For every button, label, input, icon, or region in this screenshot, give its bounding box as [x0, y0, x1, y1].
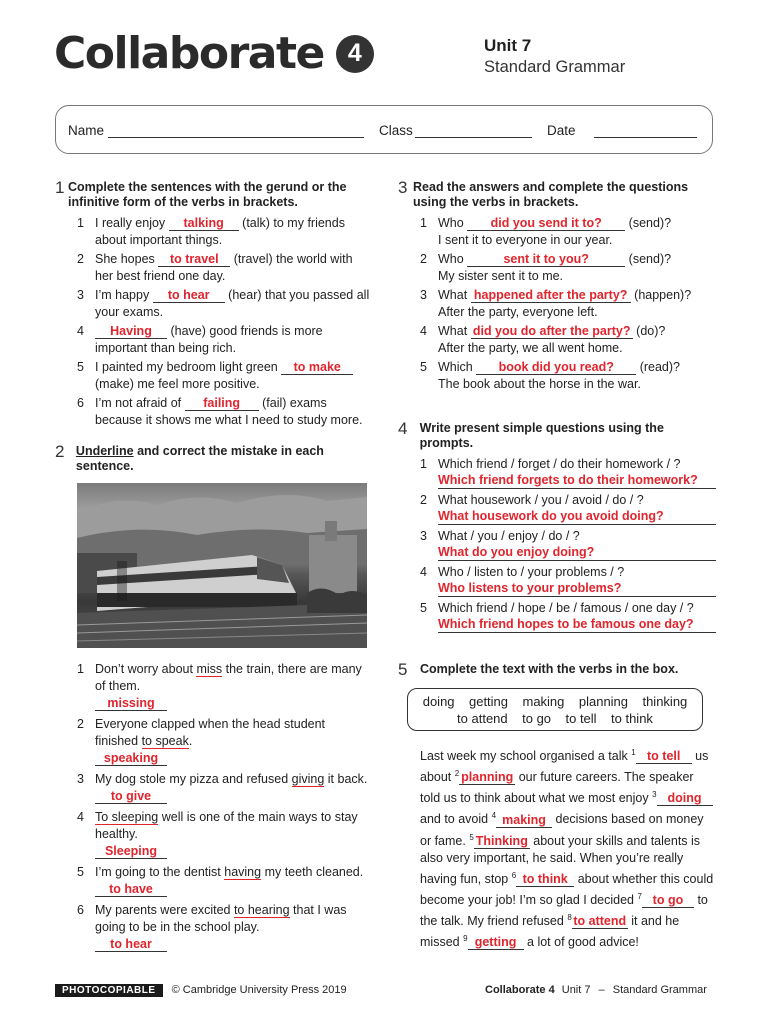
mistake: giving: [291, 772, 325, 786]
exercise-3: [398, 180, 716, 393]
exercise-instruction: Write present simple questions using the prompts.: [419, 421, 664, 450]
list-item: 3 What / you / enjoy / do / ? What do you enjoy doing?: [420, 528, 716, 564]
footer-right: [485, 984, 707, 996]
list-item: 2 She hopes to travel (travel) the world with her best friend one day.: [77, 252, 353, 283]
level-number-badge: 4: [336, 35, 374, 73]
exercise-number: 3: [398, 178, 408, 197]
reply: My sister sent it to me.: [438, 269, 564, 283]
answer: to tell: [636, 749, 692, 764]
prompt: What / you / enjoy / do / ?: [438, 529, 580, 543]
list-item: 3 I’m happy to hear (hear) that you passed all your exams.: [77, 288, 370, 319]
unit-heading: [484, 36, 625, 77]
list-item: 5 Which friend / hope / be / famous / one day / ? Which friend hopes to be famous one day?: [420, 600, 716, 633]
prompt: Which friend / hope / be / famous / one day / ?: [438, 601, 694, 615]
word-box-row-2: to attend to go to tell to think: [457, 711, 653, 726]
footer-type: Standard Grammar: [612, 984, 707, 996]
exercise-1: [55, 180, 370, 429]
mistake: miss: [196, 662, 223, 676]
answer: to give: [95, 789, 167, 804]
footer-book: Collaborate 4: [485, 984, 555, 996]
logo-text: Collaborate: [54, 28, 324, 79]
answer: to hear: [153, 288, 225, 303]
list-item: 2 Everyone clapped when the head student finished to speak. speaking: [77, 717, 326, 765]
reply: I sent it to everyone in our year.: [438, 233, 613, 247]
photocopiable-badge: PHOTOCOPIABLE: [55, 984, 163, 997]
exercise-instruction: Read the answers and complete the questions using the verbs in brackets.: [413, 180, 689, 209]
answer: sent it to you?: [467, 252, 625, 267]
answer: missing: [95, 696, 167, 711]
answer: to make: [281, 360, 353, 375]
word-box: [407, 688, 703, 731]
exercise-2: [55, 444, 370, 953]
answer: happened after the party?: [471, 288, 631, 303]
mistake: To sleeping: [95, 810, 159, 824]
gap-fill-text: Last week my school organised a talk $^1$ to tell us about $^2$ planning our future careers. The speaker told us to think about what we most enjoy $^3$ doing and to avoid $^4$ making decisions based on money or fame. $^5$ Thinking about your skills and talents is also very important, he said. When you’re really having fun, stop $^6$ to think about whether this could become your job! I’m so glad I decided $^7$ to go to the talk. My friend refused $^8$ to attend it and he missed $^9$ getting a lot of good advice!: [420, 748, 714, 950]
footer-unit: Unit 7: [561, 984, 591, 996]
answer: speaking: [95, 751, 167, 766]
list-item: 6 My parents were excited to hearing that I was going to be in the school play. to hear: [77, 903, 347, 951]
answer: What housework do you avoid doing?: [438, 509, 716, 525]
answer: talking: [169, 216, 239, 231]
exercise-4: [398, 421, 716, 633]
list-item: 5 Which book did you read? (read)? The book about the horse in the war.: [420, 360, 680, 391]
list-item: 2 What housework / you / avoid / do / ? What housework do you avoid doing?: [420, 492, 716, 528]
answer: to have: [95, 882, 167, 897]
exercise-5: [398, 662, 716, 682]
answer: getting: [468, 935, 524, 950]
answer: making: [496, 813, 552, 828]
train-photo: [77, 483, 367, 648]
list-item: 1 Don’t worry about miss the train, there are many of them. missing: [77, 662, 362, 710]
exercise-instruction: Complete the sentences with the gerund or the infinitive form of the verbs in brackets.: [67, 180, 347, 209]
exercise-instruction: Complete the text with the verbs in the box.: [420, 662, 679, 676]
answer: to go: [642, 893, 694, 908]
answer: What do you enjoy doing?: [438, 545, 716, 561]
list-item: 1 Who did you send it to? (send)? I sent it to everyone in our year.: [420, 216, 672, 247]
list-item: 5 I’m going to the dentist having my teeth cleaned. to have: [77, 865, 364, 896]
answer: book did you read?: [476, 360, 636, 375]
answer: Which friend forgets to do their homework?: [438, 473, 716, 489]
collaborate-logo: [54, 28, 374, 79]
unit-subtitle: Standard Grammar: [484, 58, 626, 76]
answer: to think: [516, 872, 574, 887]
answer: Thinking: [475, 833, 528, 848]
copyright: © Cambridge University Press 2019: [171, 984, 347, 996]
list-item: 3 What happened after the party? (happen)? After the party, everyone left.: [420, 288, 692, 319]
prompt: What housework / you / avoid / do / ?: [438, 493, 644, 507]
reply: The book about the horse in the war.: [438, 377, 641, 391]
reply: After the party, we all went home.: [438, 341, 623, 355]
list-item: 1 I really enjoy talking (talk) to my friends about important things.: [77, 216, 345, 247]
list-item: 5 I painted my bedroom light green to make (make) me feel more positive.: [77, 359, 370, 393]
answer: Who listens to your problems?: [438, 581, 716, 597]
list-item: 4 Having (have) good friends is more important than being rich.: [77, 324, 323, 355]
list-item: 1 Which friend / forget / do their homework / ? Which friend forgets to do their homework?: [420, 456, 716, 492]
prompt: Which friend / forget / do their homework / ?: [438, 457, 681, 471]
exercise-instruction: Underline and correct the mistake in each sentence.: [75, 444, 324, 473]
answer: Which friend hopes to be famous one day?: [438, 617, 716, 633]
list-item: 4 To sleeping well is one of the main ways to stay healthy. Sleeping: [77, 810, 358, 858]
list-item: 3 My dog stole my pizza and refused giving it back. to give: [77, 772, 368, 803]
unit-title: Unit 7: [484, 36, 532, 55]
answer: failing: [185, 396, 259, 411]
answer: did you send it to?: [467, 216, 625, 231]
list-item: 4 Who / listen to / your problems / ? Who listens to your problems?: [420, 564, 716, 600]
reply: After the party, everyone left.: [438, 305, 598, 319]
mistake: to speak: [141, 734, 189, 748]
mistake: to hearing: [233, 903, 290, 917]
answer: planning: [461, 770, 514, 785]
footer-left: [55, 984, 347, 996]
list-item: 2 Who sent it to you? (send)? My sister sent it to me.: [420, 252, 672, 283]
date-field[interactable]: [594, 137, 697, 138]
name-label: Name: [68, 123, 105, 138]
list-item: 4 What did you do after the party? (do)? After the party, we all went home.: [420, 324, 666, 355]
answer: did you do after the party?: [471, 324, 633, 339]
answer: to attend: [573, 914, 627, 929]
answer: to travel: [158, 252, 230, 267]
footer-separator: –: [598, 984, 605, 996]
exercise-number: 2: [55, 442, 65, 461]
exercise-number: 1: [55, 178, 65, 197]
name-field[interactable]: [108, 137, 364, 138]
word-box-row-1: doing getting making planning thinking: [422, 694, 688, 709]
date-label: Date: [547, 123, 576, 138]
class-label: Class: [379, 123, 413, 138]
answer: doing: [657, 791, 713, 806]
answer: Having: [95, 324, 167, 339]
exercise-number: 5: [398, 660, 408, 679]
mistake: having: [224, 865, 262, 879]
answer: to hear: [95, 937, 167, 952]
student-info-box: [55, 105, 713, 154]
list-item: 6 I’m not afraid of failing (fail) exams because it shows me what I need to study more.: [77, 396, 363, 427]
exercise-number: 4: [398, 419, 408, 438]
prompt: Who / listen to / your problems / ?: [438, 565, 625, 579]
class-field[interactable]: [415, 137, 532, 138]
answer: Sleeping: [95, 844, 167, 859]
